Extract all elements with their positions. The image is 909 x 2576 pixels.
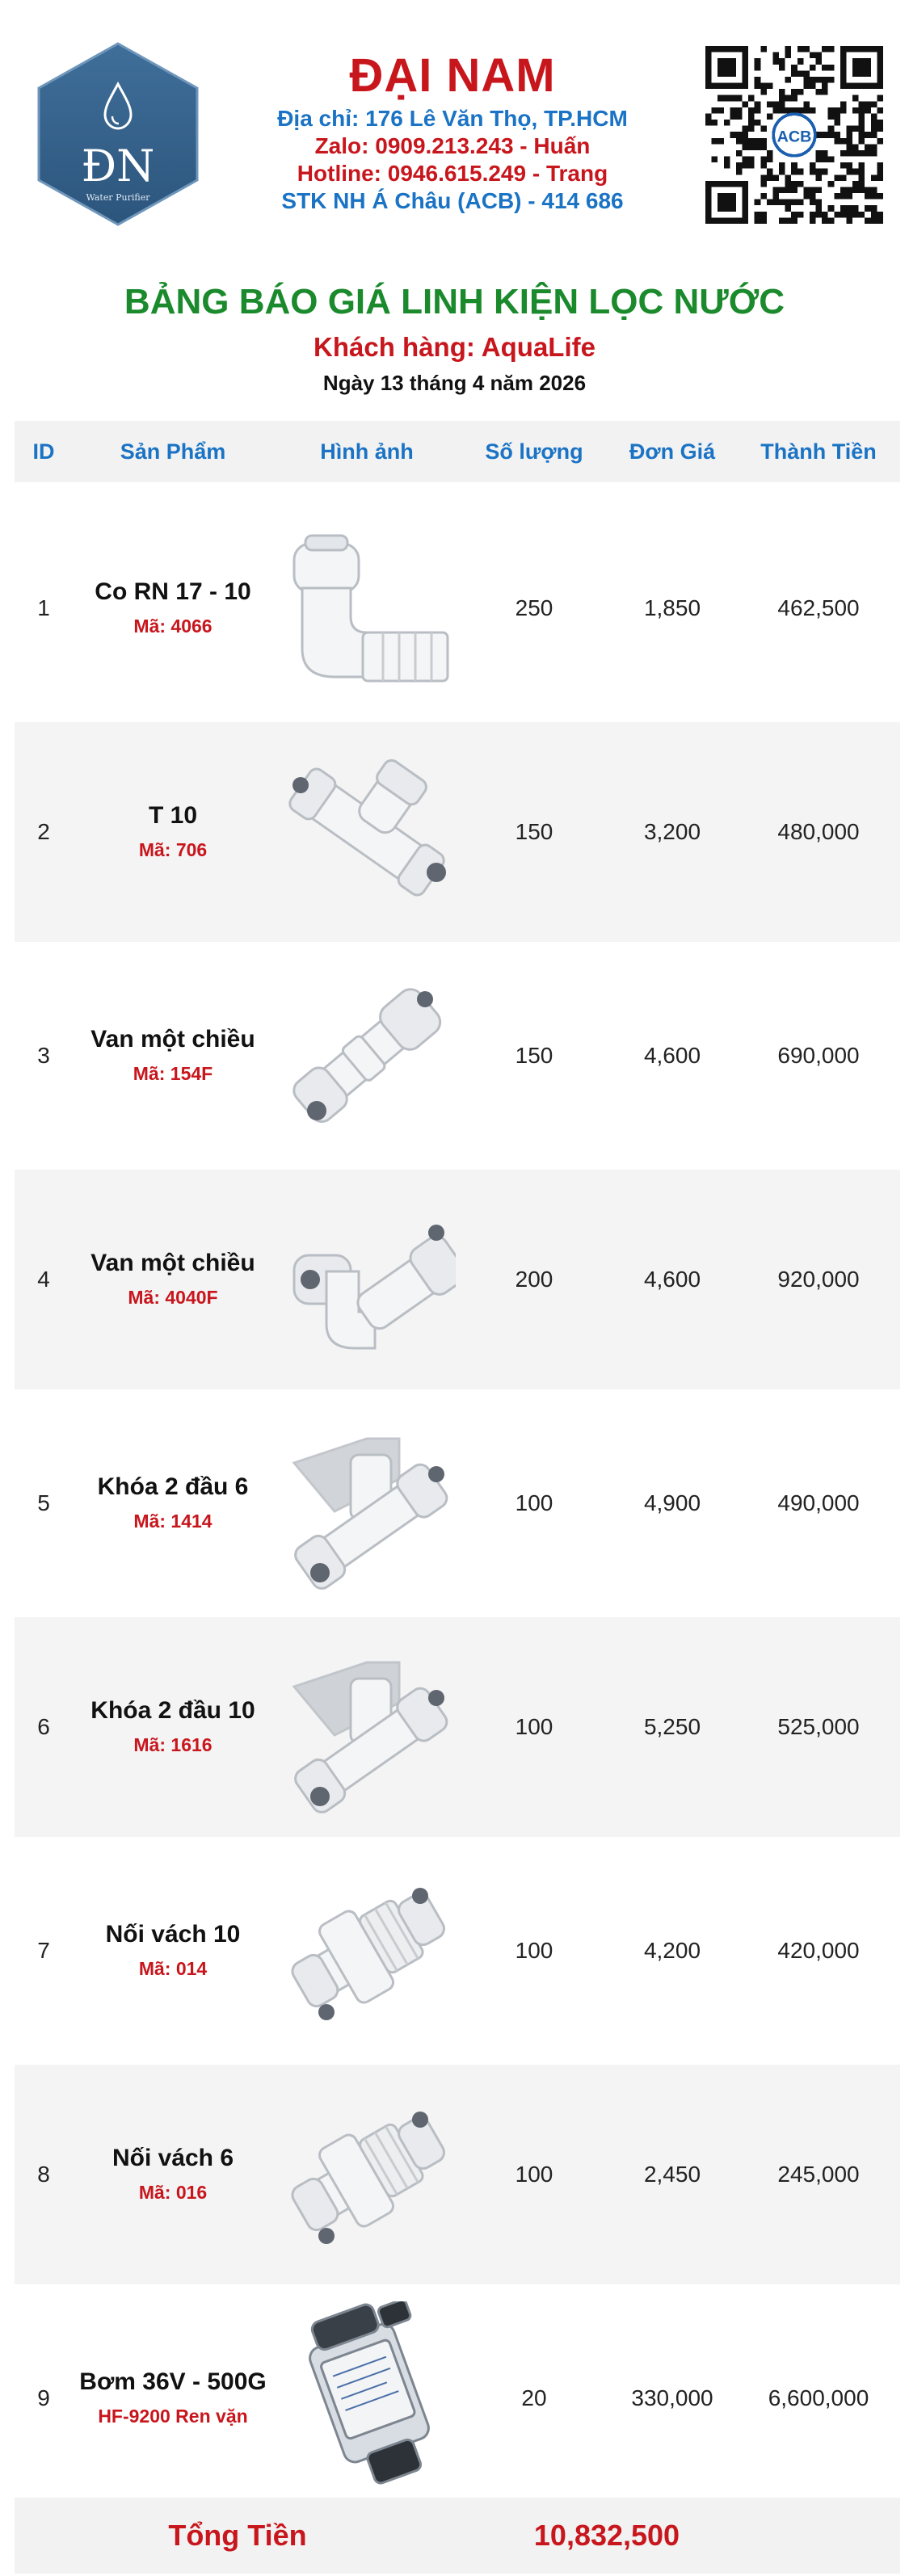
product-name: T 10 [148, 802, 198, 829]
line-total: 6,600,000 [768, 2385, 869, 2410]
company-logo [37, 42, 199, 226]
header-product: Sản Phẩm [120, 439, 226, 464]
product-code: Mã: 4040F [128, 1287, 218, 1308]
table-row [15, 2288, 900, 2508]
line-total: 490,000 [777, 1490, 860, 1515]
customer-name: Khách hàng: AquaLife [314, 332, 595, 362]
table-row [15, 1841, 900, 2061]
qr-code[interactable] [705, 45, 883, 225]
header-quantity: Số lượng [485, 439, 583, 464]
product-image-cell [273, 1850, 461, 2052]
quantity: 100 [515, 1938, 553, 1963]
product-cell [73, 1918, 273, 1983]
quantity: 200 [515, 1267, 553, 1292]
product-code: Mã: 1414 [133, 1511, 213, 1532]
unit-price: 330,000 [631, 2385, 713, 2410]
header-image: Hình ảnh [320, 439, 414, 464]
table-row [15, 1617, 900, 1837]
product-name: Khóa 2 đầu 10 [90, 1697, 255, 1724]
booster-pump-icon [273, 2297, 461, 2499]
product-code: Mã: 1616 [133, 1734, 213, 1755]
line-total: 462,500 [777, 595, 860, 620]
table-header [15, 421, 900, 482]
product-code: HF-9200 Ren vặn [98, 2406, 248, 2427]
title-block [0, 279, 909, 397]
unit-price: 5,250 [643, 1714, 701, 1739]
table-body [15, 498, 900, 2508]
product-name: Co RN 17 - 10 [95, 578, 251, 605]
row-id: 9 [37, 2385, 50, 2410]
product-cell [73, 800, 273, 864]
unit-price: 4,600 [643, 1267, 701, 1292]
product-image-cell [273, 731, 461, 933]
elbow-check-valve-icon [273, 1179, 461, 1380]
quantity: 100 [515, 1714, 553, 1739]
unit-price: 1,850 [643, 595, 701, 620]
unit-price: 4,900 [643, 1490, 701, 1515]
row-id: 1 [37, 595, 50, 620]
address: Địa chỉ: 176 Lê Văn Thọ, TP.HCM [277, 106, 628, 131]
ball-valve-icon [273, 1626, 461, 1828]
line-total: 420,000 [777, 1938, 860, 1963]
unit-price: 2,450 [643, 2162, 701, 2187]
qr-code-icon [705, 45, 883, 225]
header-unit-price: Đơn Giá [629, 439, 716, 464]
document-title: BẢNG BÁO GIÁ LINH KIỆN LỌC NƯỚC [124, 282, 785, 321]
table-row [15, 946, 900, 1166]
header-id: ID [32, 439, 55, 464]
product-image-cell [273, 1179, 461, 1380]
product-image-cell [273, 2074, 461, 2276]
row-id: 5 [37, 1490, 50, 1515]
quantity: 100 [515, 1490, 553, 1515]
row-id: 4 [37, 1267, 50, 1292]
bank-account: STK NH Á Châu (ACB) - 414 686 [281, 188, 624, 213]
table-row [15, 1170, 900, 1389]
table-row [15, 722, 900, 942]
elbow-fitting-icon [273, 507, 461, 709]
tee-fitting-icon [273, 731, 461, 933]
product-name: Nối vách 10 [105, 1921, 241, 1948]
product-code: Mã: 016 [138, 2182, 208, 2203]
quantity: 150 [515, 1043, 553, 1068]
company-info [242, 47, 663, 215]
logo-subtitle: Water Purifier [86, 192, 150, 203]
line-total: 920,000 [777, 1267, 860, 1292]
table-row [15, 498, 900, 718]
product-code: Mã: 706 [138, 839, 208, 860]
product-image-cell [273, 1402, 461, 1604]
product-name: Nối vách 6 [112, 2145, 234, 2171]
qr-badge: ACB [776, 128, 812, 146]
company-name: ĐẠI NAM [349, 49, 556, 102]
bulkhead-connector-icon [273, 2074, 461, 2276]
row-id: 6 [37, 1714, 50, 1739]
product-cell [73, 2366, 273, 2431]
quote-date: Ngày 13 tháng 4 năm 2026 [322, 371, 587, 395]
unit-price: 4,200 [643, 1938, 701, 1963]
table-row [15, 2065, 900, 2284]
line-total: 690,000 [777, 1043, 860, 1068]
unit-price: 4,600 [643, 1043, 701, 1068]
row-id: 7 [37, 1938, 50, 1963]
total-value: 10,832,500 [533, 2519, 680, 2552]
quantity: 250 [515, 595, 553, 620]
quantity: 100 [515, 2162, 553, 2187]
unit-price: 3,200 [643, 819, 701, 844]
product-cell [73, 1471, 273, 1536]
product-image-cell [273, 507, 461, 709]
hotline-contact: Hotline: 0946.615.249 - Trang [297, 161, 608, 186]
product-image-cell [273, 2297, 461, 2499]
row-id: 8 [37, 2162, 50, 2187]
zalo-contact: Zalo: 0909.213.243 - Huấn [314, 133, 591, 158]
product-image-cell [273, 955, 461, 1157]
product-cell [73, 1247, 273, 1312]
line-total: 525,000 [777, 1714, 860, 1739]
product-cell [73, 1023, 273, 1088]
table-row [15, 1393, 900, 1613]
product-name: Khóa 2 đầu 6 [97, 1473, 249, 1500]
product-name: Bơm 36V - 500G [79, 2368, 267, 2395]
total-row [15, 2498, 900, 2574]
row-id: 3 [37, 1043, 50, 1068]
product-code: Mã: 4066 [133, 616, 213, 637]
product-name: Van một chiều [90, 1250, 255, 1276]
product-code: Mã: 014 [138, 1958, 208, 1979]
logo-hexagon-icon [37, 42, 199, 226]
total-label: Tổng Tiền [168, 2519, 307, 2552]
product-name: Van một chiều [90, 1026, 255, 1053]
product-cell [73, 1695, 273, 1759]
header-total: Thành Tiền [760, 439, 877, 464]
ball-valve-icon [273, 1402, 461, 1604]
logo-letters: ĐN [81, 141, 155, 191]
product-cell [73, 2142, 273, 2207]
bulkhead-connector-icon [273, 1850, 461, 2052]
product-code: Mã: 154F [133, 1063, 213, 1084]
product-image-cell [273, 1626, 461, 1828]
product-cell [73, 576, 273, 641]
row-id: 2 [37, 819, 50, 844]
price-table [15, 421, 900, 2512]
line-total: 480,000 [777, 819, 860, 844]
quantity: 20 [521, 2385, 547, 2410]
line-total: 245,000 [777, 2162, 860, 2187]
quantity: 150 [515, 819, 553, 844]
check-valve-icon [273, 955, 461, 1157]
